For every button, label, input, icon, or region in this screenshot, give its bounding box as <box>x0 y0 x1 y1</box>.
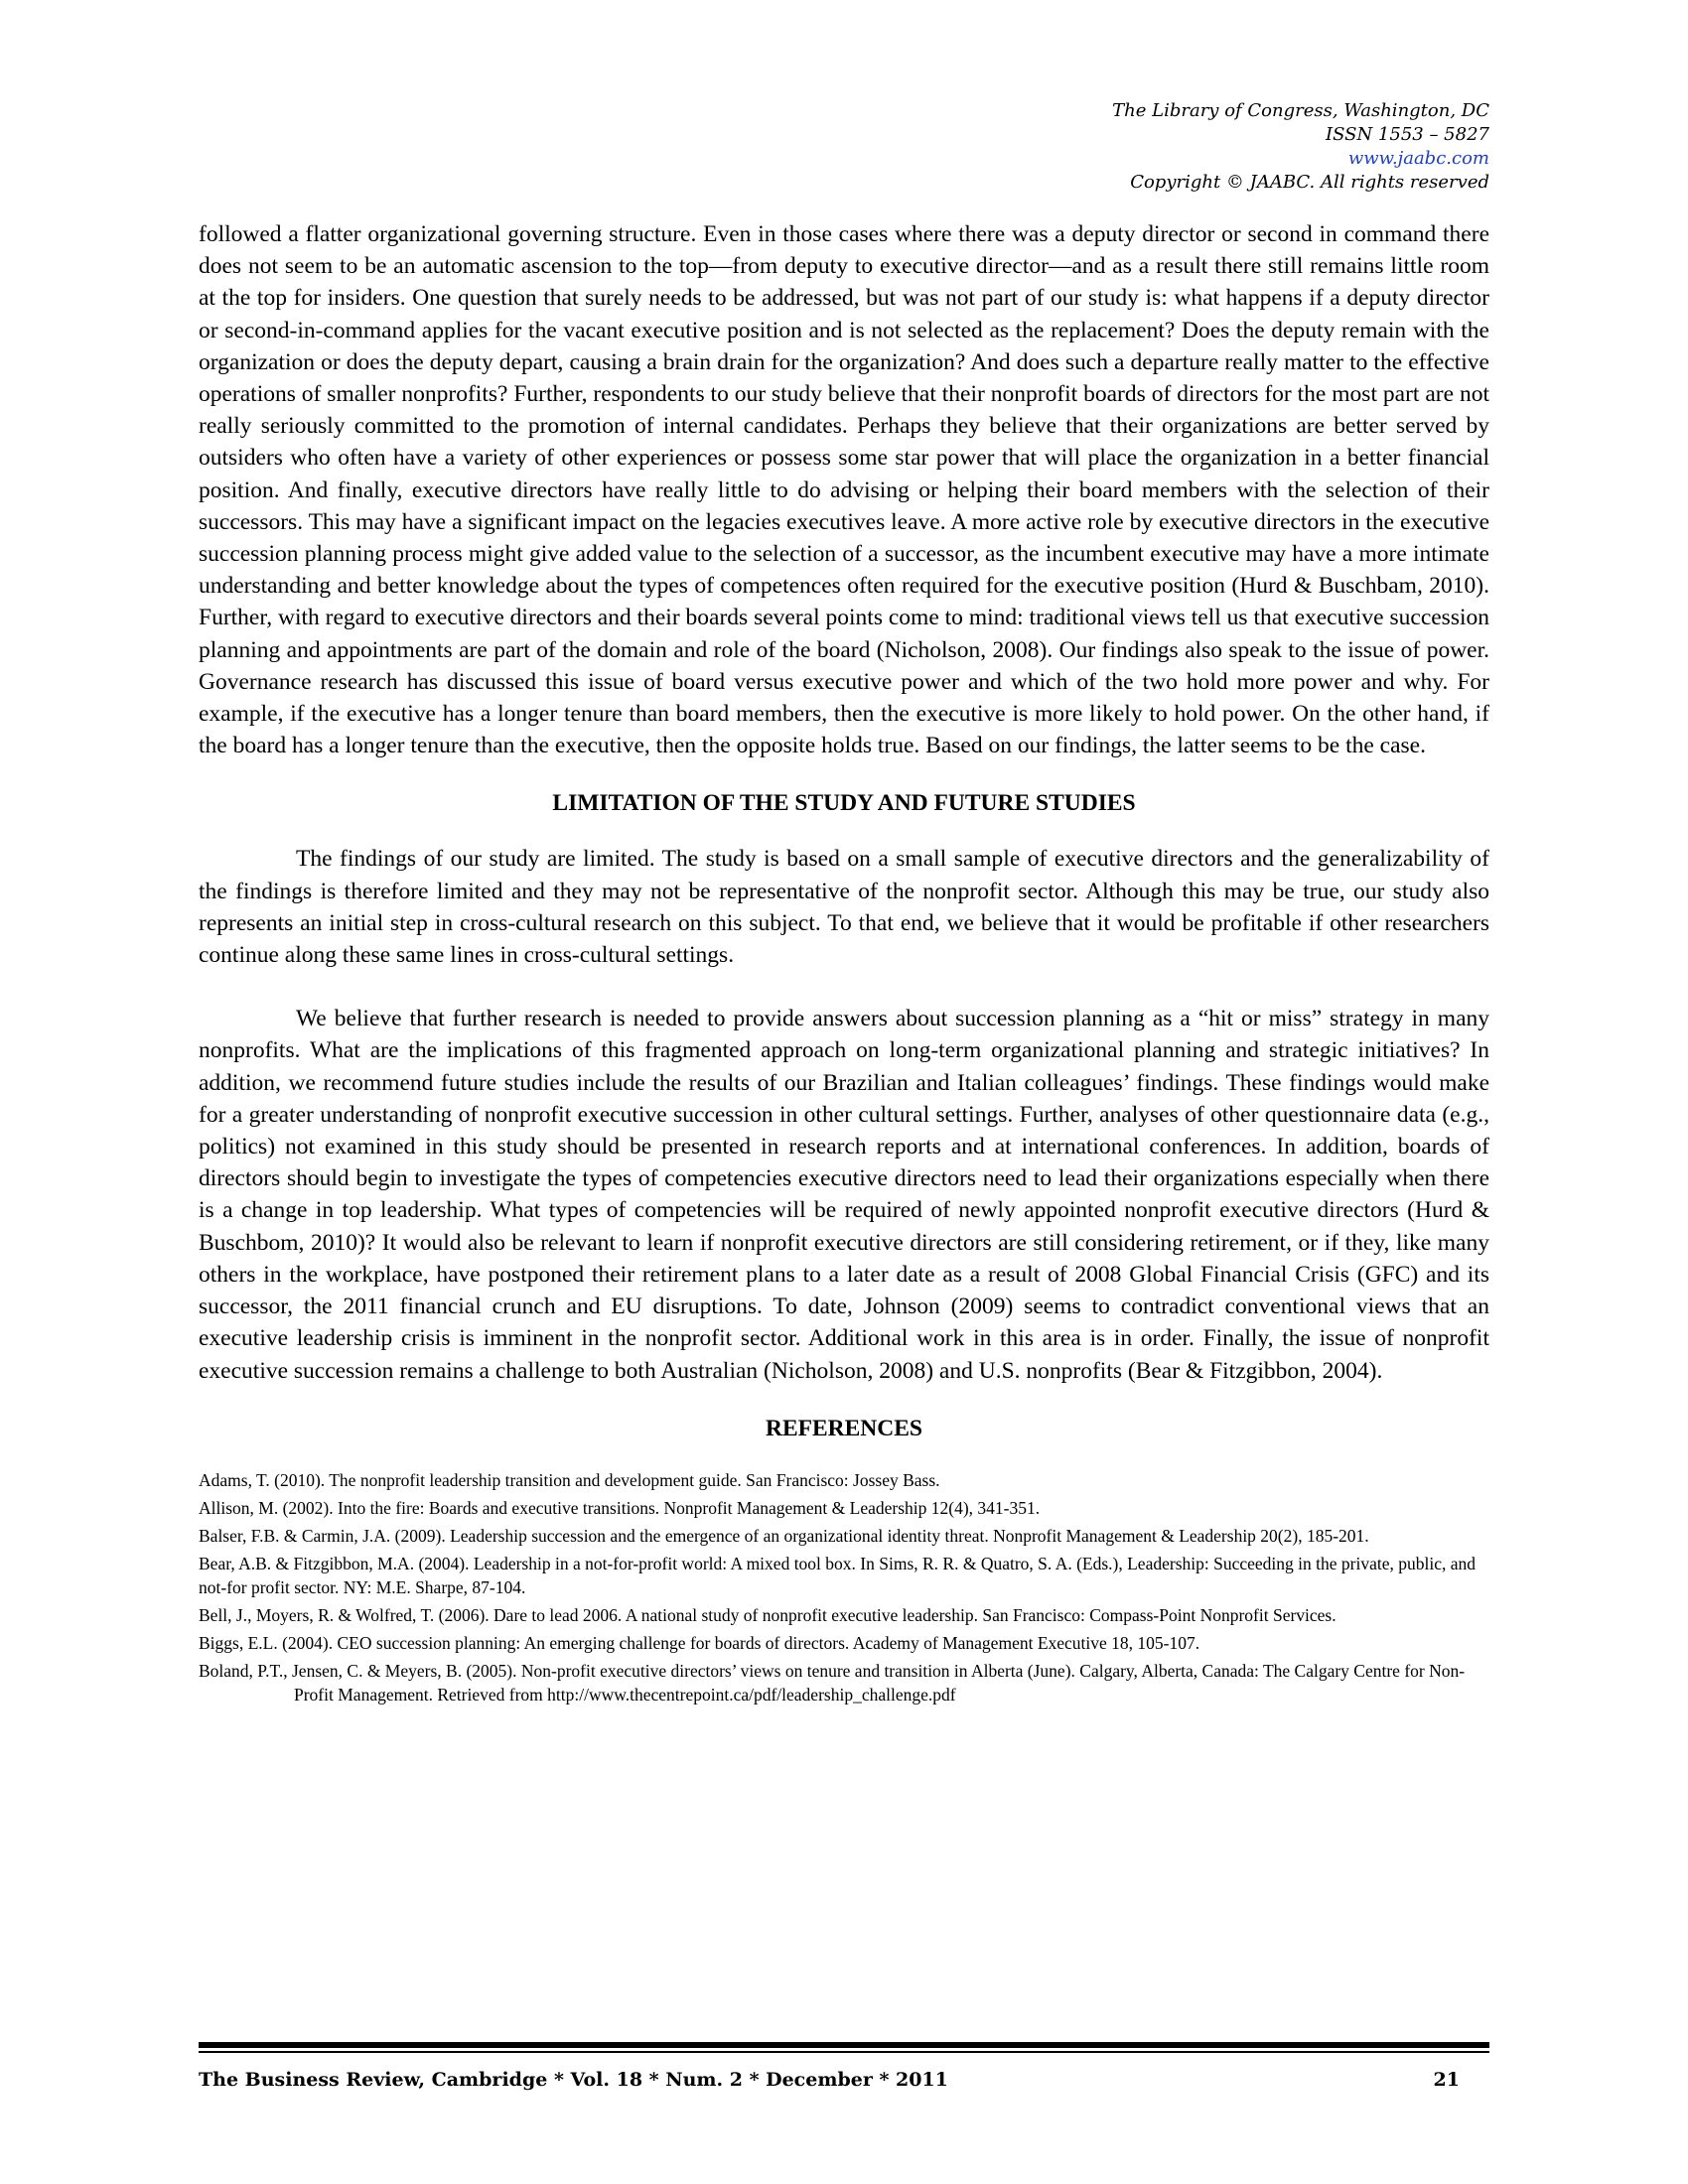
reference-item: Bell, J., Moyers, R. & Wolfred, T. (2006). Dare to lead 2006. A national study of nonprofit executive leadership. San Francisco: Compass-Point Nonprofit Services. <box>199 1604 1336 1625</box>
footer-rule-thick <box>199 2042 1489 2048</box>
footer-rule-thin <box>199 2051 1489 2053</box>
reference-item: Bear, A.B. & Fitzgibbon, M.A. (2004). Leadership in a not-for-profit world: A mixed tool box. In Sims, R. R. & Quatro, S. A. (Eds.), Leadership: Succeeding in the private, public, and not-for profit sector. NY: M.E. Sharpe, 87-104. <box>199 1553 1476 1597</box>
reference-item: Balser, F.B. & Carmin, J.A. (2009). Leadership succession and the emergence of an organizational identity threat. Nonprofit Management & Leadership 20(2), 185-201. <box>199 1525 1369 1546</box>
journal-header <box>794 99 1489 195</box>
footer-journal-citation: The Business Review, Cambridge * Vol. 18 * Num. 2 * December * 2011 <box>199 2069 948 2091</box>
reference-item: Adams, T. (2010). The nonprofit leadership transition and development guide. San Francisco: Jossey Bass. <box>199 1469 940 1490</box>
limitations-paragraph-2: We believe that further research is needed to provide answers about succession planning as a “hit or miss” strategy in many nonprofits. What are the implications of this fragmented approach on long-term organizational planning and strategic initiatives? In addition, we recommend future studies include the results of our Brazilian and Italian colleagues’ findings. These findings would make for a greater understanding of nonprofit executive succession in other cultural settings. Further, analyses of other questionnaire data (e.g., politics) not examined in this study should be presented in research reports and at international conferences. In addition, boards of directors should begin to investigate the types of competencies executive directors need to lead their organizations especially when there is a change in top leadership. What types of competencies will be required of newly appointed nonprofit executive directors (Hurd & Buschbom, 2010)? It would also be relevant to learn if nonprofit executive directors are still considering retirement, or if they, like many others in the workplace, have postponed their retirement plans to a later date as a result of 2008 Global Financial Crisis (GFC) and its successor, the 2011 financial crunch and EU disruptions. To date, Johnson (2009) seems to contradict conventional views that an executive leadership crisis is imminent in the nonprofit sector. Additional work in this area is in order. Finally, the issue of nonprofit executive succession remains a challenge to both Australian (Nicholson, 2008) and U.S. nonprofits (Bear & Fitzgibbon, 2004). <box>199 1006 1489 1384</box>
page-number: 21 <box>1433 2069 1460 2091</box>
reference-list <box>199 1468 1489 1706</box>
reference-item: Allison, M. (2002). Into the fire: Boards and executive transitions. Nonprofit Management & Leadership 12(4), 341-351. <box>199 1497 1041 1518</box>
page-footer <box>199 2065 1489 2095</box>
limitations-paragraph-1: The findings of our study are limited. The study is based on a small sample of executive directors and the generalizability of the findings is therefore limited and they may not be representative of the nonprofit sector. Although this may be true, our study also represents an initial step in cross-cultural research on this subject. To that end, we believe that it would be profitable if other researchers continue along these same lines in cross-cultural settings. <box>199 846 1489 969</box>
reference-item: Boland, P.T., Jensen, C. & Meyers, B. (2005). Non-profit executive directors’ views on tenure and transition in Alberta (June). Calgary, Alberta, Canada: The Calgary Centre for Non-Profit Management. Retrieved from http://www.thecentrepoint.ca/pdf/leadership_challenge.pdf <box>199 1660 1466 1705</box>
header-website-link[interactable]: www.jaabc.com <box>1347 148 1489 169</box>
section-heading-limitations: LIMITATION OF THE STUDY AND FUTURE STUDIES <box>552 790 1136 817</box>
header-issn: ISSN 1553 – 5827 <box>1326 124 1489 145</box>
header-copyright: Copyright © JAABC. All rights reserved <box>1130 172 1489 193</box>
header-library: The Library of Congress, Washington, DC <box>1112 100 1489 121</box>
article-body <box>199 218 1489 1710</box>
reference-item: Biggs, E.L. (2004). CEO succession planning: An emerging challenge for boards of directors. Academy of Management Executive 18, 105-107. <box>199 1632 1200 1653</box>
continuation-paragraph: followed a flatter organizational governing structure. Even in those cases where there was a deputy director or second in command there does not seem to be an automatic ascension to the top—from deputy to executive director—and as a result there still remains little room at the top for insiders. One question that surely needs to be addressed, but was not part of our study is: what happens if a deputy director or second-in-command applies for the vacant executive position and is not selected as the replacement? Does the deputy remain with the organization or does the deputy depart, causing a brain drain for the organization? And does such a departure really matter to the effective operations of smaller nonprofits? Further, respondents to our study believe that their nonprofit boards of directors for the most part are not really seriously committed to the promotion of internal candidates. Perhaps they believe that their organizations are better served by outsiders who often have a variety of other experiences or possess some star power that will place the organization in a better financial position. And finally, executive directors have really little to do advising or helping their board members with the selection of their successors. This may have a significant impact on the legacies executives leave. A more active role by executive directors in the executive succession planning process might give added value to the selection of a successor, as the incumbent executive may have a more intimate understanding and better knowledge about the types of competences often required for the executive position (Hurd & Buschbam, 2010). Further, with regard to executive directors and their boards several points come to mind: traditional views tell us that executive succession planning and appointments are part of the domain and role of the board (Nicholson, 2008). Our findings also speak to the issue of power. Governance research has discussed this issue of board versus executive power and which of the two hold more power and why. For example, if the executive has a longer tenure than board members, then the executive is more likely to hold power. On the other hand, if the board has a longer tenure than the executive, then the opposite holds true. Based on our findings, the latter seems to be the case. <box>199 221 1489 759</box>
section-heading-references: REFERENCES <box>765 1415 922 1441</box>
